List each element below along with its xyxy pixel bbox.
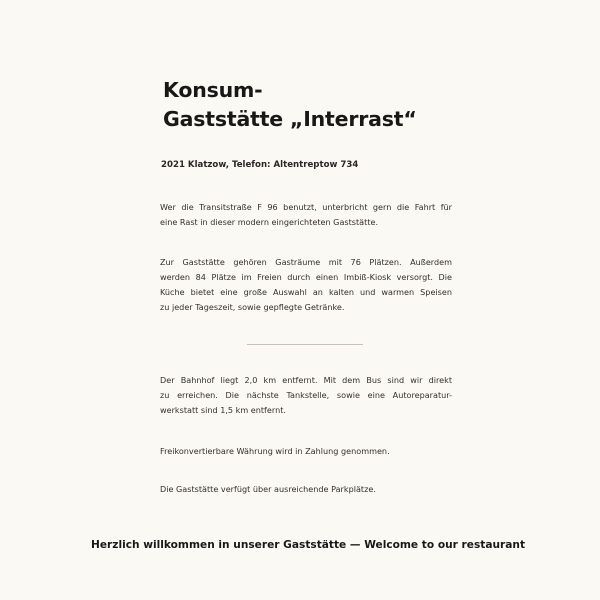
paragraph-line: Wer die Transitstraße F 96 benutzt, unterbricht gern die Fahrt für	[160, 202, 452, 212]
paragraph-transit	[160, 200, 452, 230]
title-line-1: Konsum-	[163, 78, 263, 102]
paragraph-seating	[160, 255, 452, 315]
page-title	[163, 76, 417, 134]
paragraph-line: Die Gaststätte verfügt über ausreichende Parkplätze.	[160, 484, 376, 494]
paragraph-currency	[160, 444, 452, 459]
paragraph-line: Küche bietet eine große Auswahl an kalten und warmen Speisen	[160, 287, 452, 297]
paragraph-line: eine Rast in dieser modern eingerichteten Gaststätte.	[160, 217, 379, 227]
paragraph-line: Zur Gaststätte gehören Gasträume mit 76 Plätzen. Außerdem	[160, 257, 452, 267]
welcome-footer: Herzlich willkommen in unserer Gaststätte — Welcome to our restaurant	[91, 539, 526, 551]
section-divider	[247, 344, 363, 345]
paragraph-line: zu erreichen. Die nächste Tankstelle, sowie eine Autoreparatur-	[160, 390, 452, 400]
title-line-2: Gaststätte „Interrast“	[163, 107, 417, 131]
paragraph-line: Der Bahnhof liegt 2,0 km entfernt. Mit dem Bus sind wir direkt	[160, 375, 452, 385]
paragraph-parking	[160, 482, 452, 497]
address-line: 2021 Klatzow, Telefon: Altentreptow 734	[161, 160, 359, 170]
paragraph-directions	[160, 373, 452, 418]
paragraph-line: Freikonvertierbare Währung wird in Zahlung genommen.	[160, 446, 390, 456]
paragraph-line: werkstatt sind 1,5 km entfernt.	[160, 405, 286, 415]
paragraph-line: werden 84 Plätze im Freien durch einen Imbiß-Kiosk versorgt. Die	[160, 272, 452, 282]
paragraph-line: zu jeder Tageszeit, sowie gepflegte Getränke.	[160, 302, 345, 312]
